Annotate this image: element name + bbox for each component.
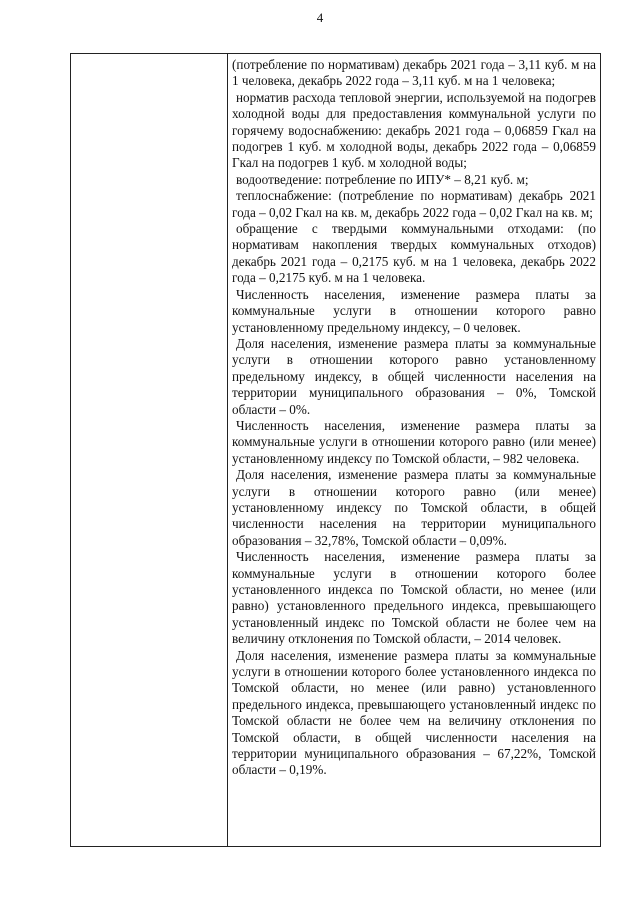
- paragraph: водоотведение: потребление по ИПУ* – 8,21 куб. м;: [236, 171, 529, 187]
- page-number: 4: [316, 10, 324, 25]
- paragraph: Доля населения, изменение размера платы за коммунальные услуги в отношении которого более установленного индекса по Томской области, но менее (или равно) установленного предельного индекса, превышающего установленный индекс по Томской области не более чем на величину отклонения по Томской области, в общей численности населения на территории муниципального образования – 67,22%, Томской области – 0,19%.: [232, 647, 596, 778]
- document-table: [70, 53, 601, 847]
- paragraph: теплоснабжение: (потребление по нормативам) декабрь 2021 года – 0,02 Гкал на кв. м, декабрь 2022 года – 0,02 Гкал на кв. м;: [232, 188, 596, 220]
- paragraph: Доля населения, изменение размера платы за коммунальные услуги в отношении которого равно (или менее) установленному индексу по Томской области, в общей численности населения на территории муниципального образования – 32,78%, Томской области – 0,09%.: [232, 467, 596, 548]
- paragraph: Численность населения, изменение размера платы за коммунальные услуги в отношении которого равно установленному предельному индексу, – 0 человек.: [232, 286, 596, 335]
- table-row: [71, 54, 601, 847]
- paragraph: Численность населения, изменение размера платы за коммунальные услуги в отношении которого равно (или менее) установленному индексу по Томской области, – 982 человека.: [232, 417, 596, 466]
- right-cell-text: [228, 54, 600, 779]
- right-cell: [228, 54, 601, 847]
- paragraph: Доля населения, изменение размера платы за коммунальные услуги в отношении которого равно установленному предельному индексу, в общей численности населения на территории муниципального образования – 0%, Томской области – 0%.: [232, 335, 596, 417]
- paragraph: норматив расхода тепловой энергии, используемой на подогрев холодной воды для предоставления коммунальной услуги по горячему водоснабжению: декабрь 2021 года – 0,06859 Гкал на подогрев 1 куб. м холодной воды, декабрь 2022 года – 0,06859 Гкал на подогрев 1 куб. м холодной воды;: [232, 89, 596, 171]
- paragraph: обращение с твердыми коммунальными отходами: (по нормативам накопления твердых коммунальных отходов) декабрь 2021 года – 0,2175 куб. м на 1 человека, декабрь 2022 года – 0,2175 куб. м на 1 человека.: [232, 221, 596, 286]
- paragraph: Численность населения, изменение размера платы за коммунальные услуги в отношении которого более установленного индекса по Томской области, но менее (или равно) установленного предельного индекса, превышающего установленный индекс по Томской области не более чем на величину отклонения по Томской области, – 2014 человек.: [232, 549, 596, 647]
- paragraph: (потребление по нормативам) декабрь 2021 года – 3,11 куб. м на 1 человека, декабрь 2022 года – 3,11 куб. м на 1 человека;: [232, 57, 596, 89]
- left-cell: [71, 54, 228, 847]
